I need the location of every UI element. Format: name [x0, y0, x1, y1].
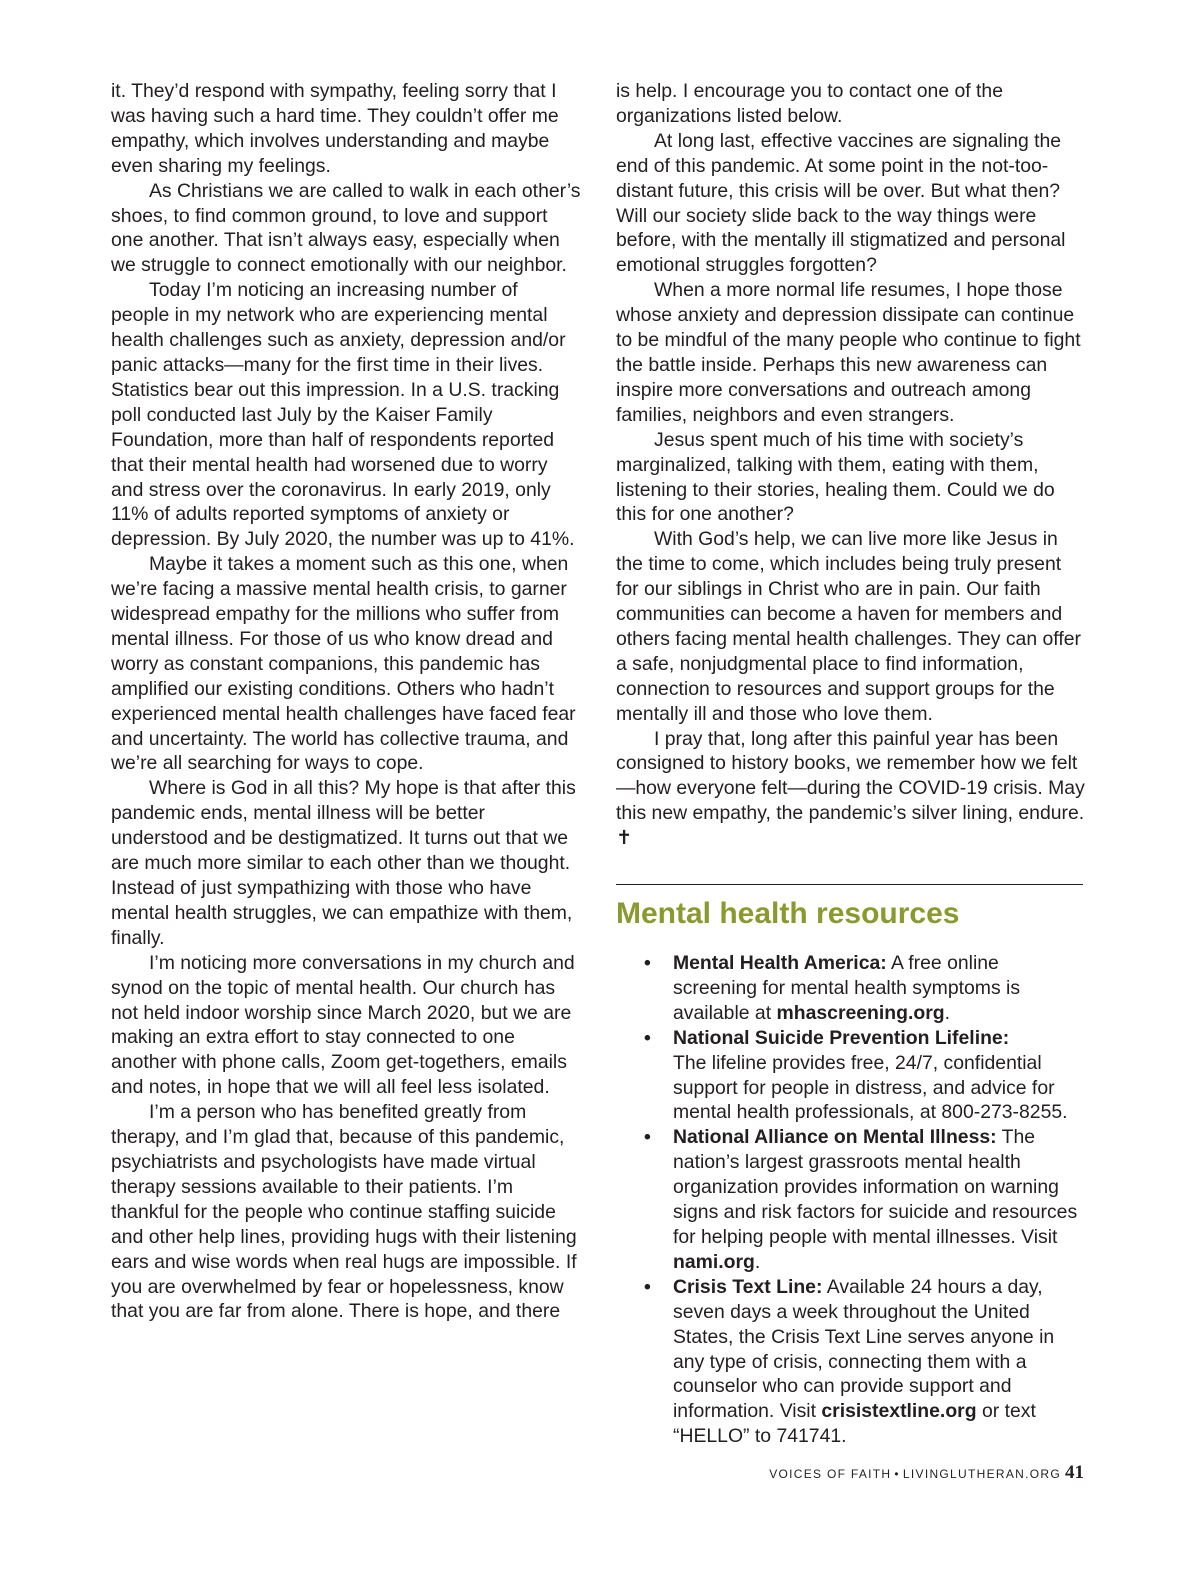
article-paragraph: With God’s help, we can live more like Jesus in the time to come, which includes being truly present for our siblings in Christ who are in pain. Our faith communities can become a haven for members and others facing mental health challenges. They can offer a safe, nonjudgmental place to find information, connection to resources and support groups for the mentally ill and those who love them. [616, 528, 1081, 725]
resource-description: Available 24 hours a day, seven days a week throughout the United States, the Crisis Text Line serves anyone in any type of crisis, connecting them with a counselor who can provide support and information. Visit [673, 1275, 1055, 1423]
resource-description-end: . [754, 1250, 761, 1273]
resource-description: The nation’s largest grassroots mental health organization provides information on warning signs and risk factors for suicide and resources for helping people with mental illnesses. Visit [673, 1126, 1078, 1248]
bullet-icon: • [644, 952, 651, 974]
resource-description-end: or text “HELLO” to 741741. [673, 1400, 1036, 1448]
resource-link[interactable]: nami.org [673, 1250, 755, 1273]
article-paragraph-text: I pray that, long after this painful year has been consigned to history books, we remember how we felt—how everyone felt—during the COVID-19 crisis. May this new empathy, the pandemic’s silver lining, endure. [616, 727, 1085, 825]
article-paragraph: is help. I encourage you to contact one of the organizations listed below. [616, 80, 1003, 127]
section-divider [616, 884, 1083, 885]
article-paragraph: When a more normal life resumes, I hope those whose anxiety and depression dissipate can continue to be mindful of the many people who continue to fight the battle inside. Perhaps this new awareness can inspire more conversations and outreach among families, neighbors and even strangers. [616, 279, 1081, 426]
article-paragraph: I’m a person who has benefited greatly from therapy, and I’m glad that, because of this pandemic, psychiatrists and psychologists have made virtual therapy sessions available to their patients. I’m thankful for the people who continue staffing suicide and other help lines, providing hugs with their listening ears and wise words when real hugs are impossible. If you are overwhelmed by fear or hopelessness, know that you are far from alone. There is hope, and there [111, 1101, 577, 1323]
resource-name: Crisis Text Line: [673, 1275, 823, 1298]
article-paragraph: Jesus spent much of his time with society’s marginalized, talking with them, eating with them, listening to their stories, healing them. Could we do this for one another? [616, 428, 1055, 526]
article-paragraph: As Christians we are called to walk in each other’s shoes, to find common ground, to love and support one another. That isn’t always easy, especially when we struggle to connect emotionally with our neighbor. [111, 179, 581, 277]
resource-item [616, 1125, 1083, 1274]
resource-link[interactable]: mhascreening.org [776, 1001, 945, 1024]
bullet-icon: • [644, 1126, 651, 1149]
resources-heading: Mental health resources [616, 897, 960, 930]
article-paragraph: At long last, effective vaccines are signaling the end of this pandemic. At some point in the not-too-distant future, this crisis will be over. But what then? Will our society slide back to the way things were before, with the mentally ill stigmatized and personal emotional struggles forgotten? [616, 129, 1066, 277]
left-column [111, 79, 581, 1324]
resource-name: National Suicide Prevention Lifeline: [673, 1026, 1010, 1049]
footer-section-name: VOICES OF FAITH [769, 1467, 892, 1481]
resource-item [616, 1026, 1083, 1126]
resource-item [616, 1275, 1083, 1449]
footer-website: LIVINGLUTHERAN.ORG [902, 1467, 1061, 1481]
resource-link[interactable]: crisistextline.org [821, 1400, 977, 1423]
article-paragraph: I’m noticing more conversations in my church and synod on the topic of mental health. Our church has not held indoor worship since March 2020, but we are making an extra effort to stay connected to one another with phone calls, Zoom get-togethers, emails and notes, in hope that we will all feel less isolated. [111, 951, 575, 1099]
cross-end-mark-icon: ✝ [616, 827, 633, 850]
right-column [616, 79, 1086, 851]
resource-name: Mental Health America: [673, 952, 887, 974]
bullet-icon: • [644, 1026, 651, 1049]
resource-description: The lifeline provides free, 24/7, confidential support for people in distress, and advice for mental health professionals, at 800-273-8255. [673, 1051, 1068, 1124]
article-paragraph: Today I’m noticing an increasing number of people in my network who are experiencing mental health challenges such as anxiety, depression and/or panic attacks—many for the first time in their lives. Statistics bear out this impression. In a U.S. tracking poll conducted last July by the Kaiser Family Foundation, more than half of respondents reported that their mental health had worsened due to worry and stress over the coronavirus. In early 2019, only 11% of adults reported symptoms of anxiety or depression. By July 2020, the number was up to 41%. [111, 279, 575, 551]
resource-description: A free online screening for mental health symptoms is available at [673, 952, 1021, 1024]
article-paragraph: it. They’d respond with sympathy, feeling sorry that I was having such a hard time. They couldn’t offer me empathy, which involves understanding and maybe even sharing my feelings. [111, 80, 559, 177]
bullet-icon: • [644, 1275, 651, 1298]
footer-separator: • [894, 1467, 900, 1481]
resource-item [616, 951, 1083, 1026]
article-paragraph: Where is God in all this? My hope is that after this pandemic ends, mental illness will be better understood and be destigmatized. It turns out that we are much more similar to each other than we thought. Instead of just sympathizing with those who have mental health struggles, we can empathize with them, finally. [111, 777, 576, 949]
resource-description-end: . [944, 1001, 950, 1024]
article-paragraph: Maybe it takes a moment such as this one, when we’re facing a massive mental health crisis, to garner widespread empathy for the millions who suffer from mental illness. For those of us who know dread and worry as constant companions, this pandemic has amplified our existing conditions. Others who hadn’t experienced mental health challenges have faced fear and uncertainty. The world has collective trauma, and we’re all searching for ways to cope. [111, 553, 576, 775]
resources-list [616, 951, 1083, 1449]
article-paragraph-last [616, 727, 1086, 852]
page-footer [769, 1462, 1084, 1484]
page-number: 41 [1065, 1462, 1084, 1483]
resource-name: National Alliance on Mental Illness: [673, 1126, 997, 1149]
